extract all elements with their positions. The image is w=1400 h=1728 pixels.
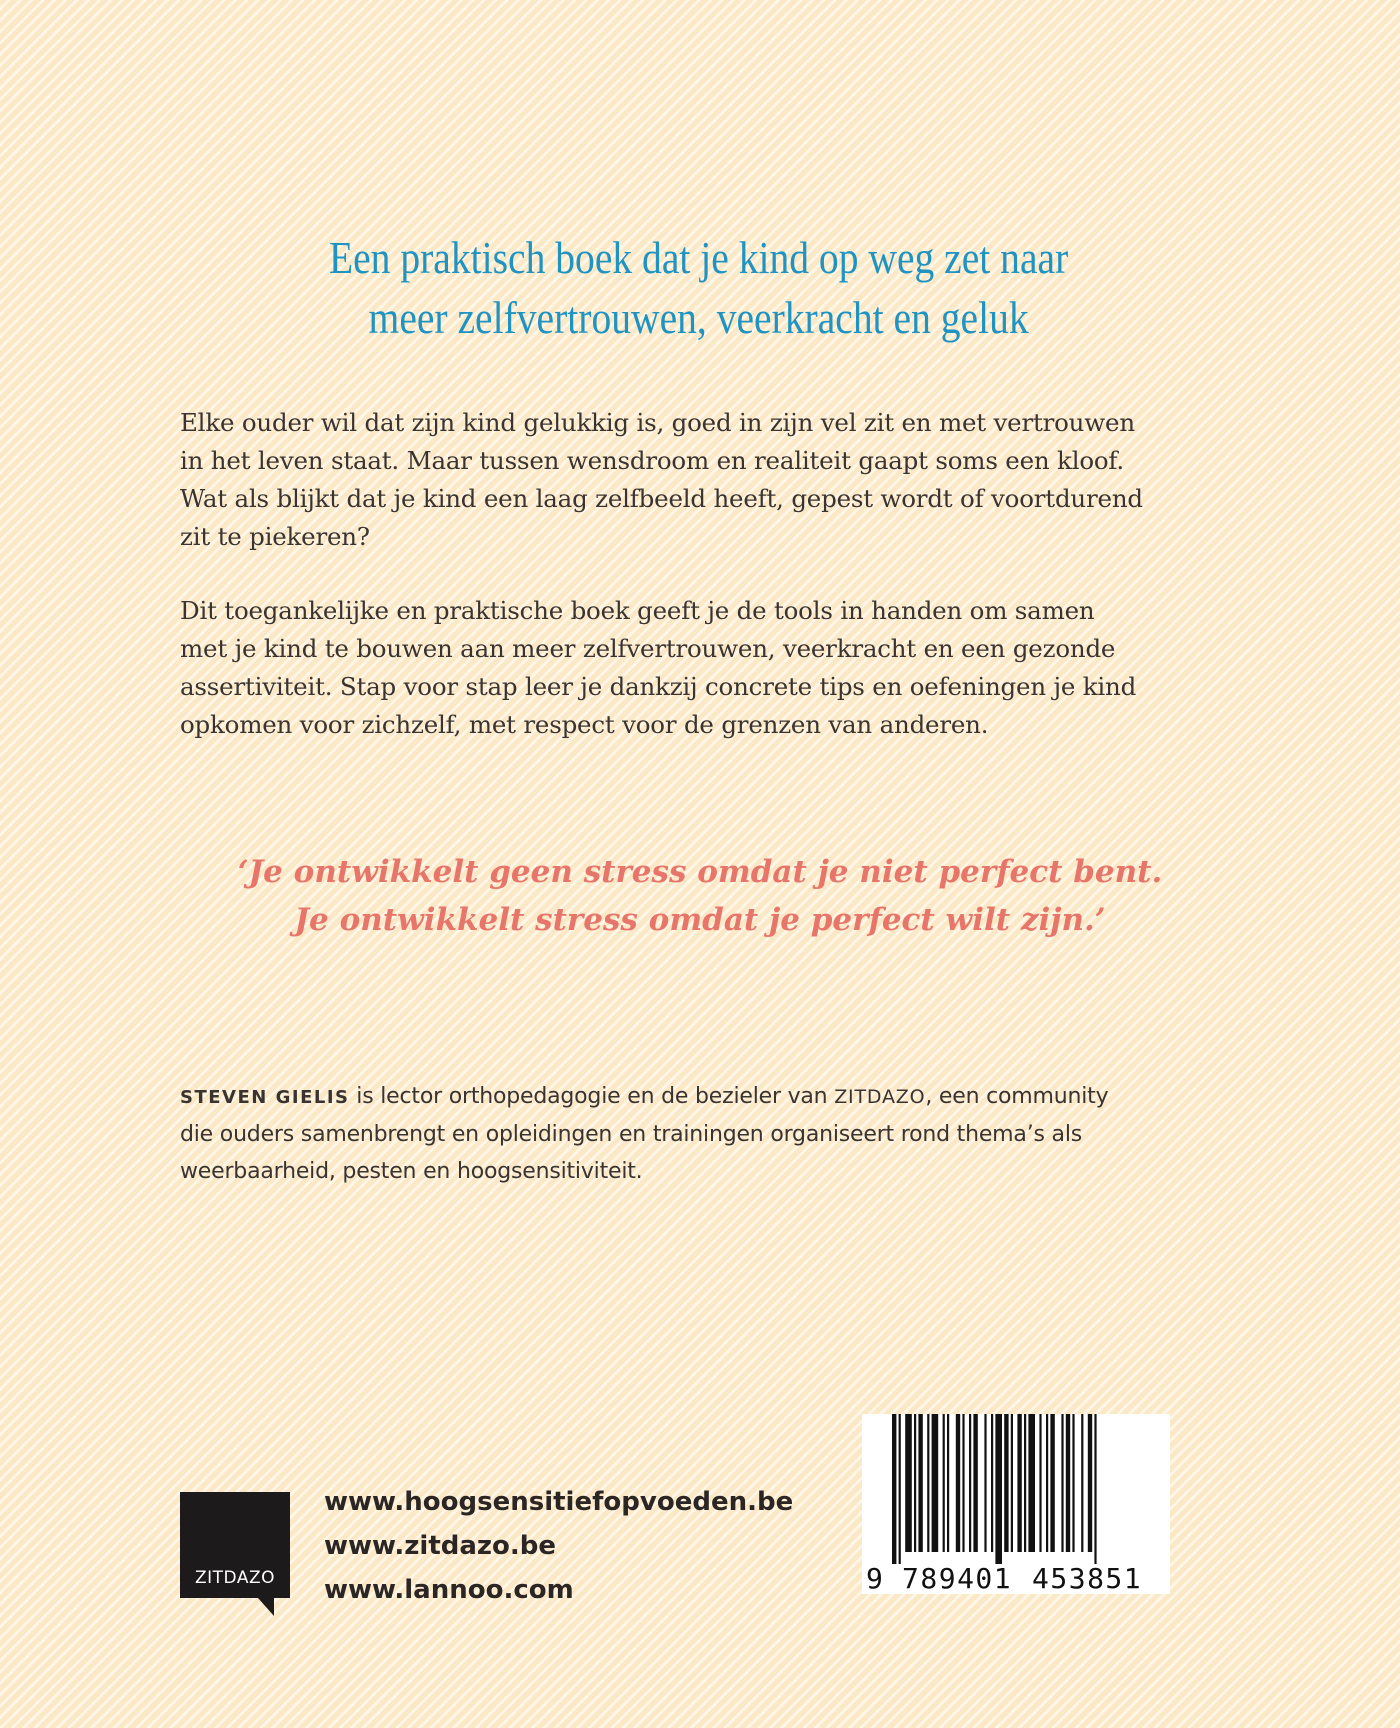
barcode-bar bbox=[914, 1414, 916, 1552]
barcode-bar bbox=[943, 1414, 945, 1552]
author-name: STEVEN GIELIS bbox=[180, 1087, 350, 1108]
barcode-first-digit: 9 bbox=[866, 1562, 883, 1595]
paragraph-line: opkomen voor zichzelf, met respect voor de grenzen van anderen. bbox=[180, 710, 989, 739]
pull-quote bbox=[0, 848, 1400, 944]
barcode-bar bbox=[1088, 1414, 1092, 1552]
barcode-bar bbox=[984, 1414, 986, 1552]
website-list bbox=[324, 1480, 793, 1612]
barcode-bar bbox=[905, 1414, 912, 1552]
barcode-bar bbox=[1094, 1414, 1096, 1564]
barcode-bar bbox=[1046, 1414, 1048, 1552]
paragraph-line: Dit toegankelijke en praktische boek geeft je de tools in handen om samen bbox=[180, 596, 1095, 625]
paragraph-line: Elke ouder wil dat zijn kind gelukkig is, goed in zijn vel zit en met vertrouwen bbox=[180, 408, 1135, 437]
org-name: ZITDAZO bbox=[834, 1086, 926, 1108]
barcode-bar bbox=[1066, 1414, 1070, 1552]
barcode-bar bbox=[1050, 1414, 1054, 1552]
bio-line-2: die ouders samenbrengt en opleidingen en trainingen organiseert rond thema’s als bbox=[180, 1122, 1082, 1147]
barcode-bar bbox=[927, 1414, 929, 1552]
barcode-bar bbox=[899, 1414, 901, 1564]
description-paragraph-1 bbox=[180, 404, 1190, 556]
barcode-bar bbox=[995, 1414, 1002, 1564]
tagline-line-1: Een praktisch boek dat je kind op weg zet naar bbox=[328, 232, 1069, 283]
paragraph-line: met je kind te bouwen aan meer zelfvertrouwen, veerkracht en een gezonde bbox=[180, 634, 1116, 663]
quote-line-1: ‘Je ontwikkelt geen stress omdat je niet perfect bent. bbox=[237, 854, 1163, 890]
barcode-bars bbox=[892, 1414, 1142, 1564]
paragraph-line: zit te piekeren? bbox=[180, 522, 370, 551]
quote-line-2: Je ontwikkelt stress omdat je perfect wilt zijn.’ bbox=[294, 902, 1106, 938]
barcode-bar bbox=[973, 1414, 977, 1552]
barcode-group-1: 789401 bbox=[902, 1562, 1013, 1595]
barcode-bar bbox=[1004, 1414, 1008, 1552]
barcode-bar bbox=[892, 1414, 896, 1564]
barcode-bar bbox=[962, 1414, 964, 1552]
bio-line-1 bbox=[180, 1078, 1230, 1116]
barcode-bar bbox=[932, 1414, 939, 1552]
barcode-bar bbox=[1011, 1414, 1013, 1552]
barcode-bar bbox=[1017, 1414, 1021, 1552]
logo-speech-tail bbox=[258, 1598, 274, 1616]
barcode-group-2: 453851 bbox=[1032, 1562, 1143, 1595]
paragraph-line: Wat als blijkt dat je kind een laag zelfbeeld heeft, gepest wordt of voortdurend bbox=[180, 484, 1143, 513]
barcode-bar bbox=[1081, 1414, 1083, 1552]
publisher-logo bbox=[180, 1492, 290, 1598]
barcode-bar bbox=[1028, 1414, 1035, 1552]
author-bio bbox=[180, 1078, 1230, 1190]
barcode-bar bbox=[1072, 1414, 1074, 1552]
barcode-bar bbox=[991, 1414, 993, 1552]
barcode-bar bbox=[969, 1414, 971, 1552]
paragraph-line: in het leven staat. Maar tussen wensdroom en realiteit gaapt soms een kloof. bbox=[180, 446, 1125, 475]
description-paragraph-2 bbox=[180, 592, 1190, 744]
barcode-bar bbox=[1061, 1414, 1063, 1552]
tagline-line-2: meer zelfvertrouwen, veerkracht en geluk bbox=[368, 292, 1029, 343]
logo-text: ZITDAZO bbox=[195, 1568, 275, 1588]
isbn-barcode bbox=[862, 1414, 1170, 1594]
website-url[interactable]: www.zitdazo.be bbox=[324, 1531, 557, 1561]
tagline bbox=[97, 228, 1301, 348]
website-url[interactable]: www.hoogsensitiefopvoeden.be bbox=[324, 1487, 794, 1517]
barcode-bar bbox=[1024, 1414, 1026, 1552]
bio-line-3: weerbaarheid, pesten en hoogsensitiviteit. bbox=[180, 1159, 643, 1184]
bio-text: , een community bbox=[925, 1084, 1109, 1109]
barcode-bar bbox=[956, 1414, 960, 1552]
barcode-bar bbox=[1039, 1414, 1041, 1552]
bio-text: is lector orthopedagogie en de bezieler van bbox=[349, 1084, 835, 1109]
barcode-bar bbox=[918, 1414, 922, 1552]
paragraph-line: assertiviteit. Stap voor stap leer je dankzij concrete tips en oefeningen je kind bbox=[180, 672, 1137, 701]
website-url[interactable]: www.lannoo.com bbox=[324, 1575, 574, 1605]
barcode-bar bbox=[947, 1414, 949, 1552]
